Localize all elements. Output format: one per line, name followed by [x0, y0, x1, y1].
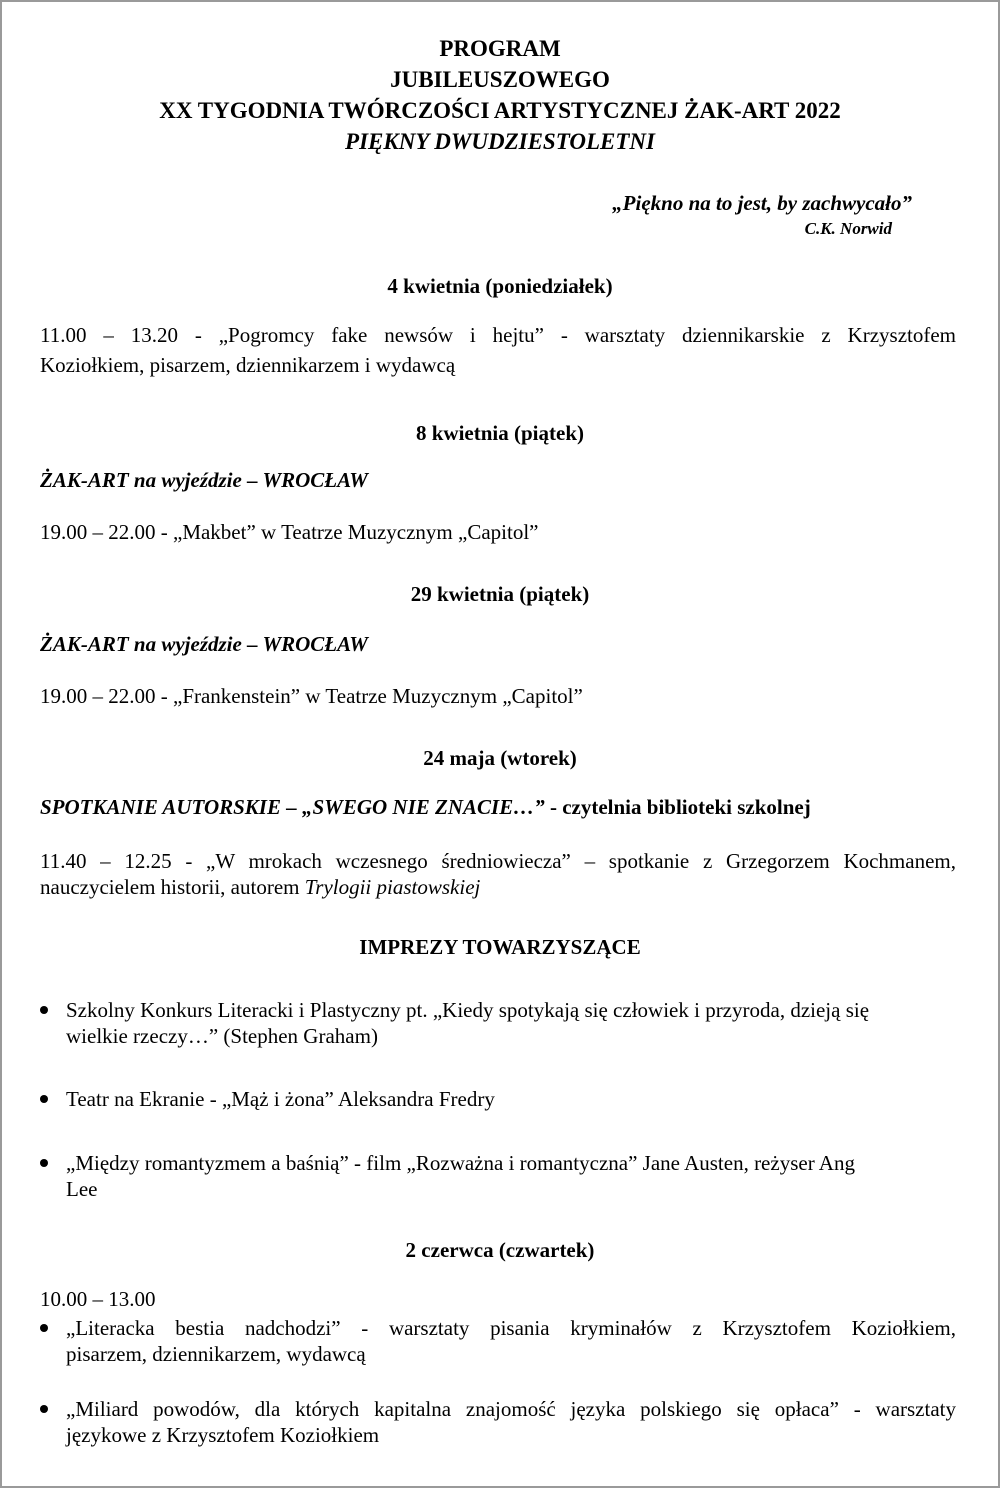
book-title: Trylogii piastowskiej	[304, 875, 481, 899]
list-item: „Miliard powodów, dla których kapitalna znajomość języka polskiego się opłaca” - warsztaty	[66, 1397, 956, 1421]
event-description-cont: Koziołkiem, pisarzem, dziennikarzem i wydawcą	[40, 353, 456, 377]
meeting-title: SPOTKANIE AUTORSKIE – „SWEGO NIE ZNACIE…”	[40, 795, 545, 819]
day-heading: 4 kwietnia (poniedziałek)	[387, 274, 613, 298]
motto-author: C.K. Norwid	[804, 219, 892, 238]
title-event-name: XX TYGODNIA TWÓRCZOŚCI ARTYSTYCZNEJ ŻAK-ART 2022	[159, 98, 841, 123]
event-description: 11.40 – 12.25 - „W mrokach wczesnego średniowiecza” – spotkanie z Grzegorzem Kochmanem,	[40, 849, 956, 873]
list-item: „Literacka bestia nadchodzi” - warsztaty pisania kryminałów z Krzysztofem Koziołkiem,	[66, 1316, 956, 1340]
list-item-cont: pisarzem, dziennikarzem, wydawcą	[66, 1342, 366, 1366]
trip-heading: ŻAK-ART na wyjeździe – WROCŁAW	[40, 468, 368, 492]
day-heading: 8 kwietnia (piątek)	[416, 421, 584, 445]
title-jubilee: JUBILEUSZOWEGO	[390, 67, 610, 92]
event-description-cont	[40, 875, 480, 899]
event-description: 11.00 – 13.20 - „Pogromcy fake newsów i hejtu” - warsztaty dziennikarskie z Krzysztofem	[40, 323, 956, 347]
bullet-icon	[40, 1159, 48, 1167]
event-description: 19.00 – 22.00 - „Makbet” w Teatrze Muzycznym „Capitol”	[40, 520, 539, 544]
motto-quote: „Piękno na to jest, by zachwycało”	[612, 191, 912, 215]
list-item-cont: wielkie rzeczy…” (Stephen Graham)	[66, 1024, 378, 1048]
bullet-icon	[40, 1405, 48, 1413]
day-heading: 29 kwietnia (piątek)	[410, 582, 590, 606]
day-heading: 2 czerwca (czwartek)	[405, 1238, 595, 1262]
event-description: 19.00 – 22.00 - „Frankenstein” w Teatrze Muzycznym „Capitol”	[40, 684, 583, 708]
meeting-place: - czytelnia biblioteki szkolnej	[549, 795, 811, 819]
list-item: Szkolny Konkurs Literacki i Plastyczny pt. „Kiedy spotykają się człowiek i przyroda, dzieją się	[66, 998, 870, 1022]
bullet-icon	[40, 1095, 48, 1103]
list-item-cont: Lee	[66, 1177, 98, 1201]
title-subtitle: PIĘKNY DWUDZIESTOLETNI	[345, 129, 655, 154]
list-item-cont: językowe z Krzysztofem Koziołkiem	[66, 1423, 380, 1447]
list-item: Teatr na Ekranie - „Mąż i żona” Aleksandra Fredry	[66, 1087, 495, 1111]
event-time: 10.00 – 13.00	[40, 1287, 156, 1311]
bullet-icon	[40, 1006, 48, 1014]
day-heading: 24 maja (wtorek)	[423, 746, 577, 770]
bullet-icon	[40, 1324, 48, 1332]
meeting-heading	[40, 795, 811, 819]
trip-heading: ŻAK-ART na wyjeździe – WROCŁAW	[40, 632, 368, 656]
title-program: PROGRAM	[439, 36, 561, 61]
section-heading: IMPREZY TOWARZYSZĄCE	[359, 935, 641, 959]
list-item: „Między romantyzmem a baśnią” - film „Rozważna i romantyczna” Jane Austen, reżyser Ang	[66, 1151, 855, 1175]
event-description-text: nauczycielem historii, autorem	[40, 875, 300, 899]
